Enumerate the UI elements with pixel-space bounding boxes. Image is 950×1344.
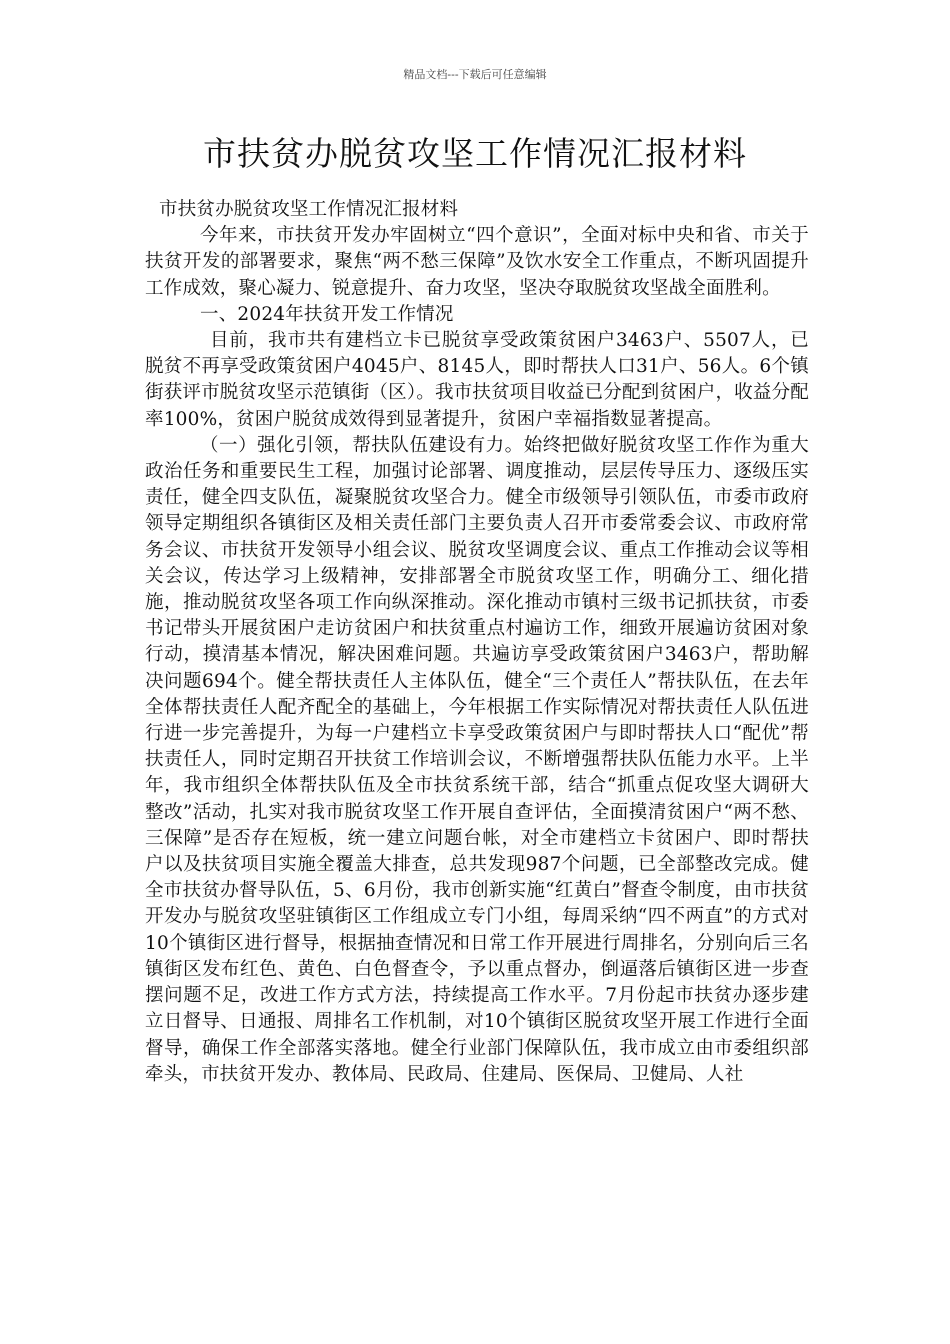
document-title: 市扶贫办脱贫攻坚工作情况汇报材料 <box>203 134 747 173</box>
page-header-note: 精品文档---下载后可任意编辑 <box>403 68 547 81</box>
part-one-paragraph: （一）强化引领，帮扶队伍建设有力。始终把做好脱贫攻坚工作作为重大政治任务和重要民生工程，加强讨论部署、调度推动，层层传导压力、逐级压实责任，健全四支队伍，凝聚脱贫攻坚合力。健全市级领导引领队伍，市委市政府领导定期组织各镇街区及相关责任部门主要负责人召开市委常委会议、市政府常务会议、市扶贫开发领导小组会议、脱贫攻坚调度会议、重点工作推动会议等相关会议，传达学习上级精神，安排部署全市脱贫攻坚工作，明确分工、细化措施，推动脱贫攻坚各项工作向纵深推动。深化推动市镇村三级书记抓扶贫，市委书记带头开展贫困户走访贫困户和扶贫重点村遍访工作，细致开展遍访贫困对象行动，摸清基本情况，解决困难问题。共遍访享受政策贫困户3463户，帮助解决问题694个。健全帮扶责任人主体队伍，健全“三个责任人”帮扶队伍，在去年全体帮扶责任人配齐配全的基础上，今年根据工作实际情况对帮扶责任人队伍进行进一步完善提升，为每一户建档立卡享受政策贫困户与即时帮扶人口“配优”帮扶责任人，同时定期召开扶贫工作培训会议，不断增强帮扶队伍能力水平。上半年，我市组织全体帮扶队伍及全市扶贫系统干部，结合“抓重点促攻坚大调研大整改”活动，扎实对我市脱贫攻坚工作开展自查评估，全面摸清贫困户“两不愁、三保障”是否存在短板，统一建立问题台帐，对全市建档立卡贫困户、即时帮扶户以及扶贫项目实施全覆盖大排查，总共发现987个问题，已全部整改完成。健全市扶贫办督导队伍，5、6月份，我市创新实施“红黄白”督查令制度，由市扶贫开发办与脱贫攻坚驻镇街区工作组成立专门小组，每周采纳“四不两直”的方式对10个镇街区进行督导，根据抽查情况和日常工作开展进行周排名，分别向后三名镇街区发布红色、黄色、白色督查令，予以重点督办，倒逼落后镇街区进一步查摆问题不足，改进工作方式方法，持续提高工作水平。7月份起市扶贫办逐步建立日督导、日通报、周排名工作机制，对10个镇街区脱贫攻坚开展工作进行全面督导，确保工作全部落实落地。健全行业部门保障队伍，我市成立由市委组织部牵头，市扶贫开发办、教体局、民政局、住建局、医保局、卫健局、人社 <box>145 434 809 1085</box>
intro-paragraph: 今年来，市扶贫开发办牢固树立“四个意识”，全面对标中央和省、市关于扶贫开发的部署要求，聚焦“两不愁三保障”及饮水安全工作重点，不断巩固提升工作成效，聚心凝力、锐意提升、奋力攻坚，坚决夺取脱贫攻坚战全面胜利。 <box>145 225 809 299</box>
summary-paragraph: 目前，我市共有建档立卡已脱贫享受政策贫困户3463户、5507人，已脱贫不再享受政策贫困户4045户、8145人，即时帮扶人口31户、56人。6个镇街获评市脱贫攻坚示范镇街（区）。我市扶贫项目收益已分配到贫困户，收益分配率100%，贫困户脱贫成效得到显著提升，贫困户幸福指数显著提高。 <box>145 330 809 430</box>
document-body <box>145 197 809 1088</box>
section-heading: 一、2024年扶贫开发工作情况 <box>200 303 454 325</box>
document-subtitle: 市扶贫办脱贫攻坚工作情况汇报材料 <box>159 199 459 220</box>
